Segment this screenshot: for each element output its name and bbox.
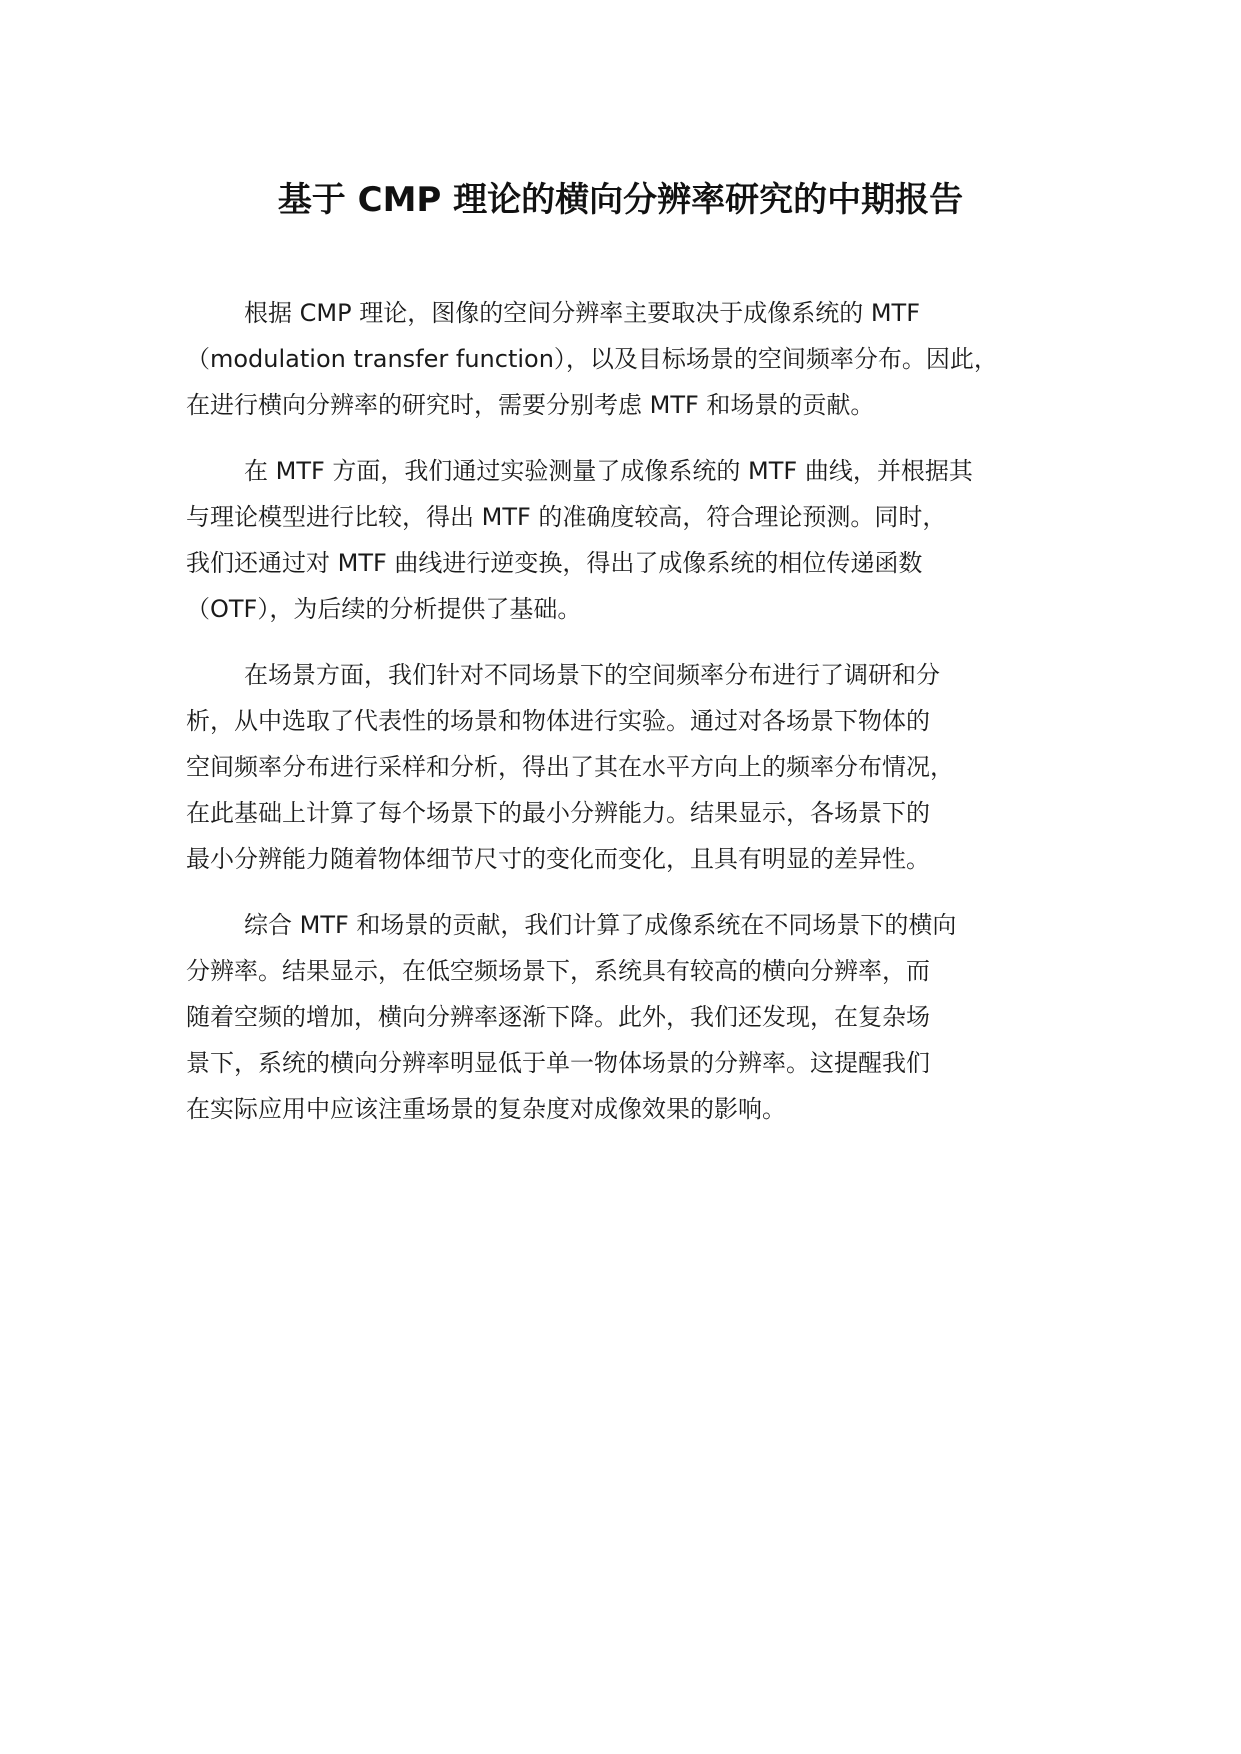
paragraph-1 <box>186 290 1081 428</box>
paragraph-line: 在进行横向分辨率的研究时，需要分别考虑 MTF 和场景的贡献。 <box>186 391 875 419</box>
paragraph-line: 景下，系统的横向分辨率明显低于单一物体场景的分辨率。这提醒我们 <box>186 1049 930 1077</box>
paragraph-line: 析，从中选取了代表性的场景和物体进行实验。通过对各场景下物体的 <box>186 707 930 735</box>
paragraph-line: 空间频率分布进行采样和分析，得出了其在水平方向上的频率分布情况， <box>186 753 954 781</box>
paragraph-line: 在此基础上计算了每个场景下的最小分辨能力。结果显示，各场景下的 <box>186 799 930 827</box>
paragraph-line: 分辨率。结果显示，在低空频场景下，系统具有较高的横向分辨率，而 <box>186 957 930 985</box>
paragraph-line: 在场景方面，我们针对不同场景下的空间频率分布进行了调研和分 <box>244 661 940 689</box>
paragraph-line: 随着空频的增加，横向分辨率逐渐下降。此外，我们还发现，在复杂场 <box>186 1003 930 1031</box>
paragraph-line: 综合 MTF 和场景的贡献，我们计算了成像系统在不同场景下的横向 <box>244 911 957 939</box>
paragraph-line: 在 MTF 方面，我们通过实验测量了成像系统的 MTF 曲线，并根据其 <box>244 457 973 485</box>
paragraph-4 <box>186 902 1081 1132</box>
document-body <box>186 290 1081 1152</box>
paragraph-2 <box>186 448 1081 632</box>
paragraph-line: 我们还通过对 MTF 曲线进行逆变换，得出了成像系统的相位传递函数 <box>186 549 923 577</box>
paragraph-line: 最小分辨能力随着物体细节尺寸的变化而变化，且具有明显的差异性。 <box>186 845 930 873</box>
paragraph-line: 在实际应用中应该注重场景的复杂度对成像效果的影响。 <box>186 1095 786 1123</box>
paragraph-line: （OTF），为后续的分析提供了基础。 <box>186 595 582 623</box>
paragraph-line: 与理论模型进行比较，得出 MTF 的准确度较高，符合理论预测。同时， <box>186 503 947 531</box>
paragraph-line: 根据 CMP 理论，图像的空间分辨率主要取决于成像系统的 MTF <box>244 299 920 327</box>
paragraph-3 <box>186 652 1081 882</box>
document-title: 基于 CMP 理论的横向分辨率研究的中期报告 <box>277 180 964 220</box>
paragraph-line: （modulation transfer function），以及目标场景的空间频率分布。因此， <box>186 345 998 373</box>
